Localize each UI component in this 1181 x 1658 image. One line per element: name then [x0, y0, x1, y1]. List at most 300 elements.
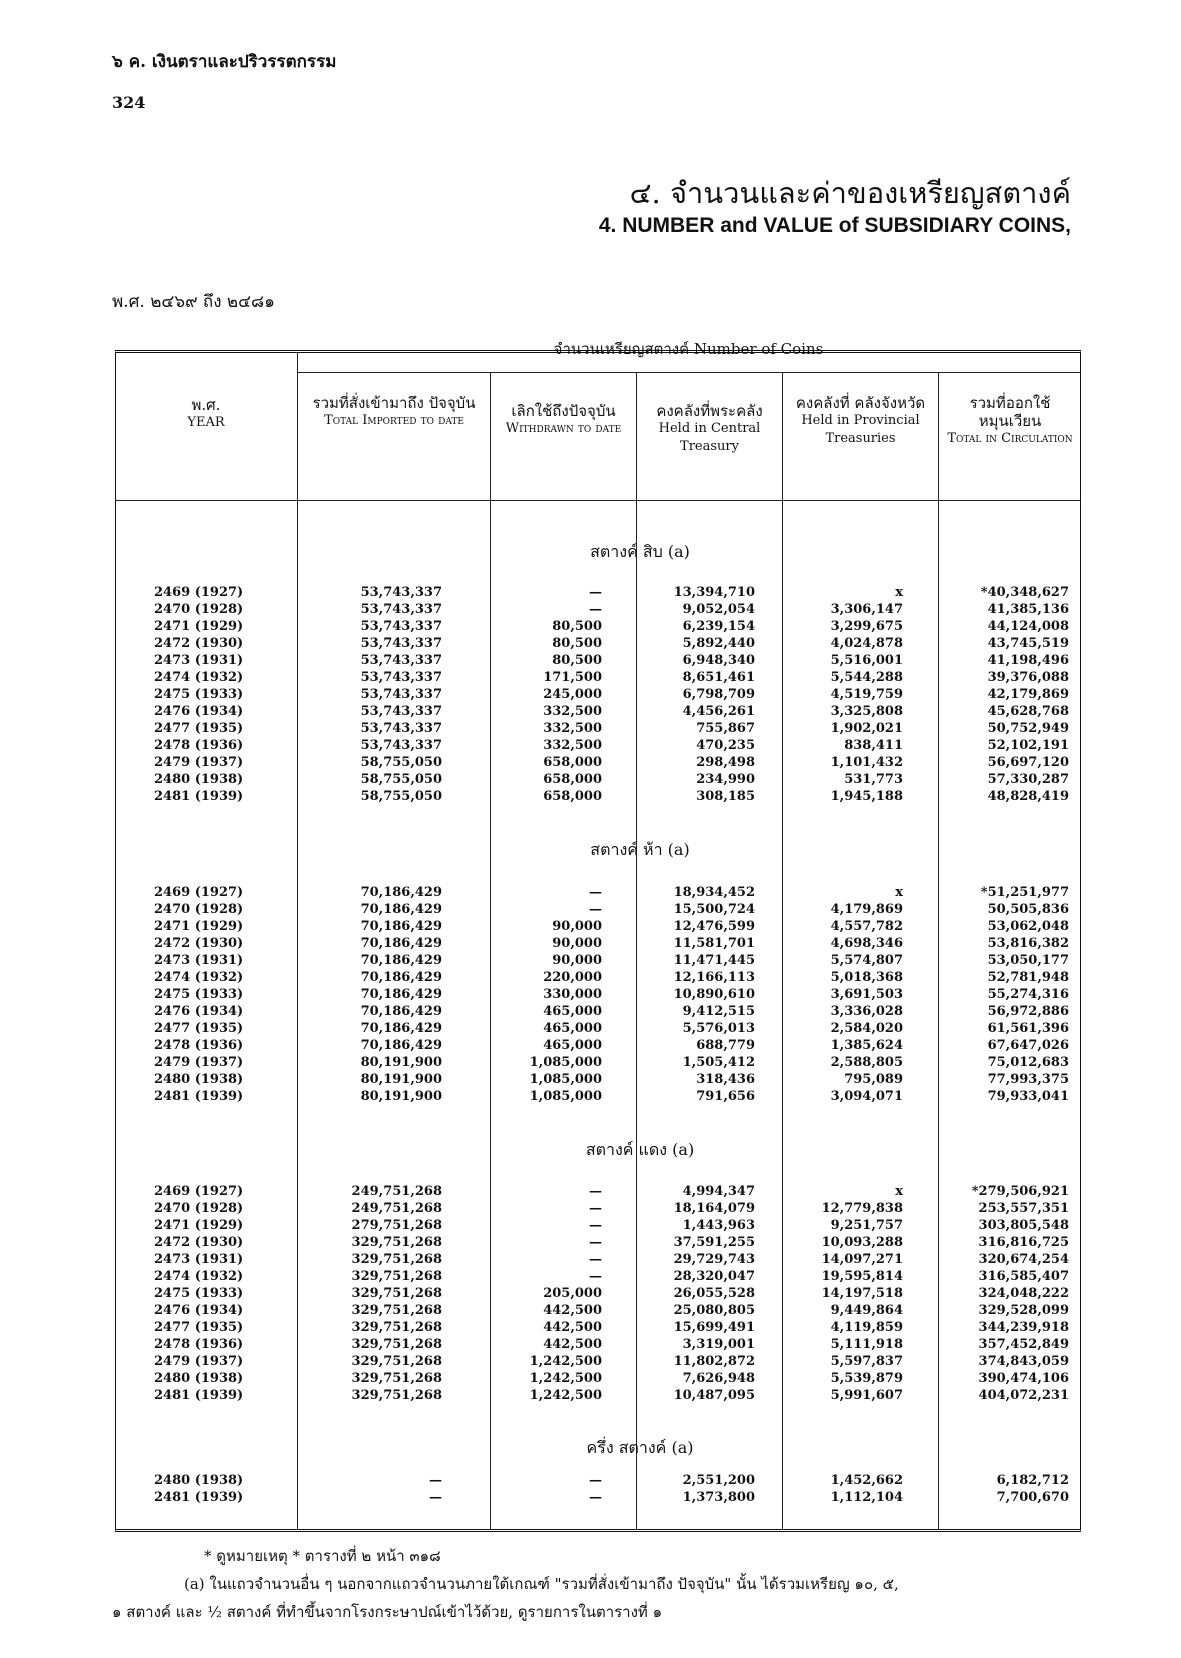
cell-year: 2470 (1928) — [154, 602, 244, 617]
cell-central-treasury: 11,802,872 — [673, 1354, 755, 1369]
cell-provincial-treasuries: 4,119,859 — [830, 1320, 903, 1335]
cell-provincial-treasuries: 4,698,346 — [830, 936, 903, 951]
section-rows — [150, 884, 1069, 1105]
cell-total-imported: 53,743,337 — [360, 602, 442, 617]
cell-total-circulation: 324,048,222 — [978, 1286, 1069, 1301]
cell-total-imported: 329,751,268 — [351, 1371, 442, 1386]
cell-provincial-treasuries: 3,325,808 — [830, 704, 903, 719]
cell-central-treasury: 298,498 — [696, 755, 755, 770]
table-row — [150, 1200, 1069, 1217]
cell-year: 2481 (1939) — [154, 789, 244, 804]
cell-provincial-treasuries: 2,588,805 — [830, 1055, 903, 1070]
cell-total-imported: 70,186,429 — [360, 885, 442, 900]
cell-total-circulation: 61,561,396 — [987, 1021, 1069, 1036]
cell-withdrawn: 330,000 — [543, 987, 602, 1002]
cell-total-imported: 70,186,429 — [360, 987, 442, 1002]
cell-provincial-treasuries: 838,411 — [844, 738, 903, 753]
cell-central-treasury: 26,055,528 — [673, 1286, 755, 1301]
cell-withdrawn: 442,500 — [543, 1303, 602, 1318]
group-header: จำนวนเหรียญสตางค์ Number of Coins — [553, 340, 824, 358]
table-row — [150, 703, 1069, 720]
cell-total-imported: 80,191,900 — [360, 1072, 442, 1087]
cell-total-imported: 249,751,268 — [351, 1201, 442, 1216]
cell-withdrawn: 332,500 — [543, 738, 602, 753]
cell-central-treasury: 11,471,445 — [673, 953, 755, 968]
section-rows — [150, 1472, 1069, 1506]
cell-withdrawn: — — [589, 1473, 602, 1488]
cell-total-imported: 329,751,268 — [351, 1252, 442, 1267]
cell-provincial-treasuries: 19,595,814 — [821, 1269, 903, 1284]
cell-withdrawn: 442,500 — [543, 1337, 602, 1352]
cell-total-circulation: 55,274,316 — [987, 987, 1069, 1002]
cell-total-circulation: 41,385,136 — [987, 602, 1069, 617]
cell-total-circulation: 77,993,375 — [987, 1072, 1069, 1087]
footnote-a-line2: ๑ สตางค์ และ ½ สตางค์ ที่ทำขึ้นจากโรงกระษาปณ์เข้าไว้ด้วย, ดูรายการในตารางที่ ๑ — [112, 1603, 663, 1621]
cell-central-treasury: 15,500,724 — [673, 902, 755, 917]
cell-total-circulation: 50,752,949 — [987, 721, 1069, 736]
header-bottom-rule — [115, 500, 1081, 501]
table-row — [150, 720, 1069, 737]
cell-total-circulation: 48,828,419 — [987, 789, 1069, 804]
cell-year: 2474 (1932) — [154, 1269, 244, 1284]
col-header-en: Held in Provincial Treasuries — [801, 413, 920, 446]
cell-withdrawn: 332,500 — [543, 721, 602, 736]
cell-year: 2472 (1930) — [154, 636, 244, 651]
cell-total-imported: 58,755,050 — [360, 772, 442, 787]
cell-provincial-treasuries: 14,097,271 — [821, 1252, 903, 1267]
table-row — [150, 1251, 1069, 1268]
table-row — [150, 1285, 1069, 1302]
cell-year: 2474 (1932) — [154, 670, 244, 685]
cell-year: 2475 (1933) — [154, 987, 244, 1002]
cell-total-circulation: 320,674,254 — [978, 1252, 1069, 1267]
cell-withdrawn: — — [589, 1218, 602, 1233]
cell-withdrawn: — — [589, 585, 602, 600]
cell-provincial-treasuries: 795,089 — [844, 1072, 903, 1087]
cell-provincial-treasuries: 5,516,001 — [830, 653, 903, 668]
cell-central-treasury: 9,412,515 — [682, 1004, 755, 1019]
cell-central-treasury: 1,373,800 — [682, 1490, 755, 1505]
cell-total-circulation: 390,474,106 — [978, 1371, 1069, 1386]
cell-provincial-treasuries: 3,094,071 — [830, 1089, 903, 1104]
cell-total-imported: 70,186,429 — [360, 1038, 442, 1053]
cell-withdrawn: 80,500 — [552, 636, 602, 651]
col-header-withdrawn — [492, 402, 635, 438]
cell-year: 2471 (1929) — [154, 619, 244, 634]
cell-total-circulation: *40,348,627 — [980, 585, 1069, 600]
cell-withdrawn: 465,000 — [543, 1021, 602, 1036]
table-row — [150, 884, 1069, 901]
table-row — [150, 771, 1069, 788]
table-row — [150, 952, 1069, 969]
cell-central-treasury: 308,185 — [696, 789, 755, 804]
title-thai: ๔. จำนวนและค่าของเหรียญสตางค์ — [629, 176, 1071, 210]
table-row — [150, 669, 1069, 686]
col-header-en: Total in Circulation — [947, 431, 1073, 446]
cell-total-circulation: *51,251,977 — [980, 885, 1069, 900]
table-row — [150, 1353, 1069, 1370]
year-range: พ.ศ. ๒๔๖๙ ถึง ๒๔๘๑ — [112, 292, 275, 312]
cell-year: 2481 (1939) — [154, 1089, 244, 1104]
cell-year: 2470 (1928) — [154, 902, 244, 917]
cell-total-imported: — — [429, 1473, 442, 1488]
cell-withdrawn: 220,000 — [543, 970, 602, 985]
table-row — [150, 918, 1069, 935]
cell-total-circulation: 44,124,008 — [987, 619, 1069, 634]
group-header-rule — [297, 372, 1080, 373]
table-row — [150, 969, 1069, 986]
cell-central-treasury: 28,320,047 — [673, 1269, 755, 1284]
cell-total-imported: 80,191,900 — [360, 1055, 442, 1070]
table-row — [150, 618, 1069, 635]
cell-central-treasury: 4,456,261 — [682, 704, 755, 719]
section-title: สตางค์ ห้า (a) — [590, 840, 690, 859]
footnote-a-line1: (a) ในแถวจำนวนอื่น ๆ นอกจากแถวจำนวนภายใต้เกณฑ์ "รวมที่สั่งเข้ามาถึง ปัจจุบัน" นั้น ได้รวมเหรียญ ๑๐, ๕, — [184, 1575, 899, 1593]
cell-provincial-treasuries: x — [895, 885, 903, 900]
cell-total-imported: 329,751,268 — [351, 1286, 442, 1301]
cell-total-circulation: 42,179,869 — [987, 687, 1069, 702]
cell-total-circulation: 53,050,177 — [987, 953, 1069, 968]
cell-year: 2475 (1933) — [154, 1286, 244, 1301]
cell-central-treasury: 5,892,440 — [682, 636, 755, 651]
cell-provincial-treasuries: 5,544,288 — [830, 670, 903, 685]
cell-total-circulation: 79,933,041 — [987, 1089, 1069, 1104]
cell-provincial-treasuries: 3,336,028 — [830, 1004, 903, 1019]
cell-total-imported: 53,743,337 — [360, 670, 442, 685]
table-row — [150, 986, 1069, 1003]
table-row — [150, 1071, 1069, 1088]
cell-provincial-treasuries: 4,557,782 — [830, 919, 903, 934]
table-row — [150, 601, 1069, 618]
cell-provincial-treasuries: x — [895, 1184, 903, 1199]
table-row — [150, 1217, 1069, 1234]
cell-provincial-treasuries: 3,306,147 — [830, 602, 903, 617]
cell-withdrawn: 1,242,500 — [529, 1371, 602, 1386]
cell-withdrawn: 171,500 — [543, 670, 602, 685]
col-header-th: คงคลังที่ คลังจังหวัด — [795, 394, 926, 412]
col-header-en: Withdrawn to date — [505, 421, 622, 436]
cell-year: 2469 (1927) — [154, 1184, 244, 1199]
cell-provincial-treasuries: 3,691,503 — [830, 987, 903, 1002]
cell-total-imported: 329,751,268 — [351, 1337, 442, 1352]
cell-total-circulation: 329,528,099 — [978, 1303, 1069, 1318]
cell-central-treasury: 8,651,461 — [682, 670, 755, 685]
col-header-th: คงคลังที่พระคลัง — [656, 402, 763, 420]
cell-total-imported: 53,743,337 — [360, 738, 442, 753]
col-header-total-imported — [300, 394, 488, 430]
cell-total-imported: 70,186,429 — [360, 902, 442, 917]
table-row — [150, 1037, 1069, 1054]
cell-central-treasury: 18,934,452 — [673, 885, 755, 900]
cell-year: 2478 (1936) — [154, 738, 244, 753]
cell-total-imported: 58,755,050 — [360, 755, 442, 770]
cell-year: 2481 (1939) — [154, 1388, 244, 1403]
cell-central-treasury: 6,798,709 — [682, 687, 755, 702]
running-header: ๖ ค. เงินตราและปริวรรตกรรม — [112, 52, 337, 72]
cell-year: 2477 (1935) — [154, 721, 244, 736]
cell-withdrawn: 1,242,500 — [529, 1354, 602, 1369]
cell-year: 2479 (1937) — [154, 755, 244, 770]
cell-provincial-treasuries: 9,449,864 — [830, 1303, 903, 1318]
cell-total-circulation: 57,330,287 — [987, 772, 1069, 787]
cell-central-treasury: 6,948,340 — [682, 653, 755, 668]
col-header-year — [115, 396, 297, 432]
table-row — [150, 1387, 1069, 1404]
cell-total-imported: 329,751,268 — [351, 1354, 442, 1369]
cell-provincial-treasuries: 3,299,675 — [830, 619, 903, 634]
cell-year: 2480 (1938) — [154, 1473, 244, 1488]
cell-total-circulation: 41,198,496 — [987, 653, 1069, 668]
table-row — [150, 754, 1069, 771]
cell-central-treasury: 318,436 — [696, 1072, 755, 1087]
cell-provincial-treasuries: 1,902,021 — [830, 721, 903, 736]
cell-year: 2472 (1930) — [154, 936, 244, 951]
cell-year: 2475 (1933) — [154, 687, 244, 702]
cell-withdrawn: 1,085,000 — [529, 1055, 602, 1070]
cell-year: 2469 (1927) — [154, 885, 244, 900]
table-row — [150, 901, 1069, 918]
cell-total-imported: 53,743,337 — [360, 585, 442, 600]
cell-provincial-treasuries: 1,101,432 — [830, 755, 903, 770]
cell-year: 2479 (1937) — [154, 1354, 244, 1369]
cell-total-circulation: 39,376,088 — [987, 670, 1069, 685]
cell-year: 2480 (1938) — [154, 772, 244, 787]
cell-central-treasury: 470,235 — [696, 738, 755, 753]
cell-central-treasury: 5,576,013 — [682, 1021, 755, 1036]
cell-central-treasury: 12,166,113 — [673, 970, 755, 985]
cell-provincial-treasuries: 9,251,757 — [830, 1218, 903, 1233]
cell-total-imported: 70,186,429 — [360, 1021, 442, 1036]
page-number: 324 — [112, 93, 146, 112]
cell-central-treasury: 13,394,710 — [673, 585, 755, 600]
cell-central-treasury: 791,656 — [696, 1089, 755, 1104]
cell-central-treasury: 37,591,255 — [673, 1235, 755, 1250]
cell-withdrawn: 90,000 — [552, 919, 602, 934]
cell-provincial-treasuries: 5,574,807 — [830, 953, 903, 968]
cell-provincial-treasuries: 5,597,837 — [830, 1354, 903, 1369]
cell-withdrawn: 658,000 — [543, 755, 602, 770]
table-row — [150, 1302, 1069, 1319]
cell-total-imported: 53,743,337 — [360, 687, 442, 702]
cell-withdrawn: 90,000 — [552, 953, 602, 968]
cell-total-circulation: 53,062,048 — [987, 919, 1069, 934]
cell-provincial-treasuries: 5,991,607 — [830, 1388, 903, 1403]
cell-year: 2473 (1931) — [154, 653, 244, 668]
table-row — [150, 1268, 1069, 1285]
table-row — [150, 584, 1069, 601]
cell-total-circulation: 344,239,918 — [978, 1320, 1069, 1335]
col-header-th: รวมที่ออกใช้ หมุนเวียน — [969, 394, 1051, 430]
cell-year: 2471 (1929) — [154, 919, 244, 934]
col-header-en: Total Imported to date — [324, 413, 464, 428]
cell-year: 2480 (1938) — [154, 1371, 244, 1386]
table-row — [150, 1336, 1069, 1353]
cell-total-circulation: 50,505,836 — [987, 902, 1069, 917]
cell-year: 2476 (1934) — [154, 704, 244, 719]
cell-withdrawn: — — [589, 902, 602, 917]
cell-withdrawn: — — [589, 1235, 602, 1250]
cell-total-imported: 329,751,268 — [351, 1303, 442, 1318]
cell-total-circulation: 75,012,683 — [987, 1055, 1069, 1070]
cell-total-imported: 70,186,429 — [360, 936, 442, 951]
table-row — [150, 788, 1069, 805]
cell-withdrawn: 90,000 — [552, 936, 602, 951]
cell-withdrawn: — — [589, 1490, 602, 1505]
cell-total-imported: 70,186,429 — [360, 970, 442, 985]
cell-total-circulation: 7,700,670 — [996, 1490, 1069, 1505]
cell-withdrawn: — — [589, 602, 602, 617]
cell-year: 2479 (1937) — [154, 1055, 244, 1070]
cell-total-imported: 329,751,268 — [351, 1320, 442, 1335]
cell-central-treasury: 10,487,095 — [673, 1388, 755, 1403]
cell-withdrawn: — — [589, 1269, 602, 1284]
col-header-en: Held in Central Treasury — [658, 421, 761, 454]
cell-year: 2471 (1929) — [154, 1218, 244, 1233]
cell-total-circulation: 56,697,120 — [987, 755, 1069, 770]
cell-total-circulation: 357,452,849 — [978, 1337, 1069, 1352]
cell-total-imported: 70,186,429 — [360, 919, 442, 934]
footnotes — [112, 1542, 1092, 1626]
cell-total-circulation: 404,072,231 — [978, 1388, 1069, 1403]
cell-withdrawn: 658,000 — [543, 789, 602, 804]
cell-provincial-treasuries: 5,539,879 — [830, 1371, 903, 1386]
cell-provincial-treasuries: 531,773 — [844, 772, 903, 787]
cell-total-imported: 70,186,429 — [360, 953, 442, 968]
cell-central-treasury: 4,994,347 — [682, 1184, 755, 1199]
cell-central-treasury: 25,080,805 — [673, 1303, 755, 1318]
cell-provincial-treasuries: 10,093,288 — [821, 1235, 903, 1250]
cell-total-imported: 329,751,268 — [351, 1235, 442, 1250]
cell-total-imported: 53,743,337 — [360, 704, 442, 719]
cell-total-imported: — — [429, 1490, 442, 1505]
cell-total-circulation: 52,781,948 — [987, 970, 1069, 985]
cell-total-circulation: 374,843,059 — [978, 1354, 1069, 1369]
table-row — [150, 935, 1069, 952]
cell-provincial-treasuries: 12,779,838 — [821, 1201, 903, 1216]
cell-withdrawn: 658,000 — [543, 772, 602, 787]
table-row — [150, 1489, 1069, 1506]
cell-withdrawn: — — [589, 1252, 602, 1267]
cell-withdrawn: 332,500 — [543, 704, 602, 719]
cell-year: 2478 (1936) — [154, 1038, 244, 1053]
cell-withdrawn: 205,000 — [543, 1286, 602, 1301]
cell-total-circulation: 303,805,548 — [978, 1218, 1069, 1233]
cell-year: 2477 (1935) — [154, 1021, 244, 1036]
cell-withdrawn: — — [589, 1184, 602, 1199]
section-rows — [150, 584, 1069, 805]
cell-provincial-treasuries: 2,584,020 — [830, 1021, 903, 1036]
cell-provincial-treasuries: 4,519,759 — [830, 687, 903, 702]
cell-year: 2476 (1934) — [154, 1004, 244, 1019]
cell-central-treasury: 1,443,963 — [682, 1218, 755, 1233]
cell-total-circulation: 67,647,026 — [987, 1038, 1069, 1053]
cell-total-imported: 279,751,268 — [351, 1218, 442, 1233]
cell-central-treasury: 9,052,054 — [682, 602, 755, 617]
col-header-th: เลิกใช้ถึงปัจจุบัน — [511, 402, 616, 420]
cell-total-circulation: 316,816,725 — [978, 1235, 1069, 1250]
table-row — [150, 1020, 1069, 1037]
cell-total-circulation: *279,506,921 — [971, 1184, 1069, 1199]
table-row — [150, 652, 1069, 669]
cell-total-circulation: 6,182,712 — [996, 1473, 1069, 1488]
cell-year: 2473 (1931) — [154, 953, 244, 968]
cell-total-imported: 329,751,268 — [351, 1388, 442, 1403]
col-header-central-treasury — [638, 402, 781, 456]
cell-total-circulation: 43,745,519 — [987, 636, 1069, 651]
cell-year: 2472 (1930) — [154, 1235, 244, 1250]
cell-withdrawn: — — [589, 1201, 602, 1216]
cell-total-imported: 80,191,900 — [360, 1089, 442, 1104]
cell-provincial-treasuries: 5,111,918 — [830, 1337, 903, 1352]
table-row — [150, 1183, 1069, 1200]
table-row — [150, 1054, 1069, 1071]
cell-total-circulation: 316,585,407 — [978, 1269, 1069, 1284]
section-title: สตางค์ สิบ (a) — [590, 542, 690, 561]
cell-central-treasury: 15,699,491 — [673, 1320, 755, 1335]
cell-provincial-treasuries: 1,385,624 — [830, 1038, 903, 1053]
cell-year: 2476 (1934) — [154, 1303, 244, 1318]
cell-year: 2470 (1928) — [154, 1201, 244, 1216]
cell-central-treasury: 18,164,079 — [673, 1201, 755, 1216]
table-row — [150, 1472, 1069, 1489]
cell-year: 2480 (1938) — [154, 1072, 244, 1087]
cell-withdrawn: 465,000 — [543, 1004, 602, 1019]
cell-central-treasury: 10,890,610 — [673, 987, 755, 1002]
cell-central-treasury: 11,581,701 — [673, 936, 755, 951]
cell-provincial-treasuries: 4,024,878 — [830, 636, 903, 651]
cell-central-treasury: 755,867 — [696, 721, 755, 736]
cell-withdrawn: — — [589, 885, 602, 900]
cell-total-circulation: 253,557,351 — [978, 1201, 1069, 1216]
cell-total-imported: 329,751,268 — [351, 1269, 442, 1284]
cell-year: 2474 (1932) — [154, 970, 244, 985]
cell-withdrawn: 465,000 — [543, 1038, 602, 1053]
cell-central-treasury: 688,779 — [696, 1038, 755, 1053]
cell-provincial-treasuries: x — [895, 585, 903, 600]
cell-total-imported: 53,743,337 — [360, 721, 442, 736]
cell-year: 2477 (1935) — [154, 1320, 244, 1335]
cell-central-treasury: 7,626,948 — [682, 1371, 755, 1386]
cell-year: 2473 (1931) — [154, 1252, 244, 1267]
cell-total-circulation: 52,102,191 — [987, 738, 1069, 753]
cell-withdrawn: 80,500 — [552, 619, 602, 634]
cell-central-treasury: 3,319,001 — [682, 1337, 755, 1352]
col-header-th: รวมที่สั่งเข้ามาถึง ปัจจุบัน — [312, 394, 476, 412]
table-row — [150, 737, 1069, 754]
cell-provincial-treasuries: 1,452,662 — [830, 1473, 903, 1488]
table-row — [150, 635, 1069, 652]
cell-total-imported: 249,751,268 — [351, 1184, 442, 1199]
section-rows — [150, 1183, 1069, 1404]
table-row — [150, 686, 1069, 703]
cell-central-treasury: 2,551,200 — [682, 1473, 755, 1488]
col-header-th: พ.ศ. — [191, 396, 221, 414]
cell-withdrawn: 442,500 — [543, 1320, 602, 1335]
cell-withdrawn: 1,085,000 — [529, 1089, 602, 1104]
cell-provincial-treasuries: 1,112,104 — [830, 1490, 903, 1505]
cell-total-imported: 58,755,050 — [360, 789, 442, 804]
cell-central-treasury: 29,729,743 — [673, 1252, 755, 1267]
cell-provincial-treasuries: 14,197,518 — [821, 1286, 903, 1301]
cell-total-circulation: 53,816,382 — [987, 936, 1069, 951]
cell-provincial-treasuries: 4,179,869 — [830, 902, 903, 917]
cell-provincial-treasuries: 5,018,368 — [830, 970, 903, 985]
title-english: 4. NUMBER and VALUE of SUBSIDIARY COINS, — [598, 214, 1071, 237]
cell-withdrawn: 1,242,500 — [529, 1388, 602, 1403]
cell-year: 2478 (1936) — [154, 1337, 244, 1352]
col-header-provincial-treasuries — [784, 394, 937, 448]
cell-central-treasury: 234,990 — [696, 772, 755, 787]
